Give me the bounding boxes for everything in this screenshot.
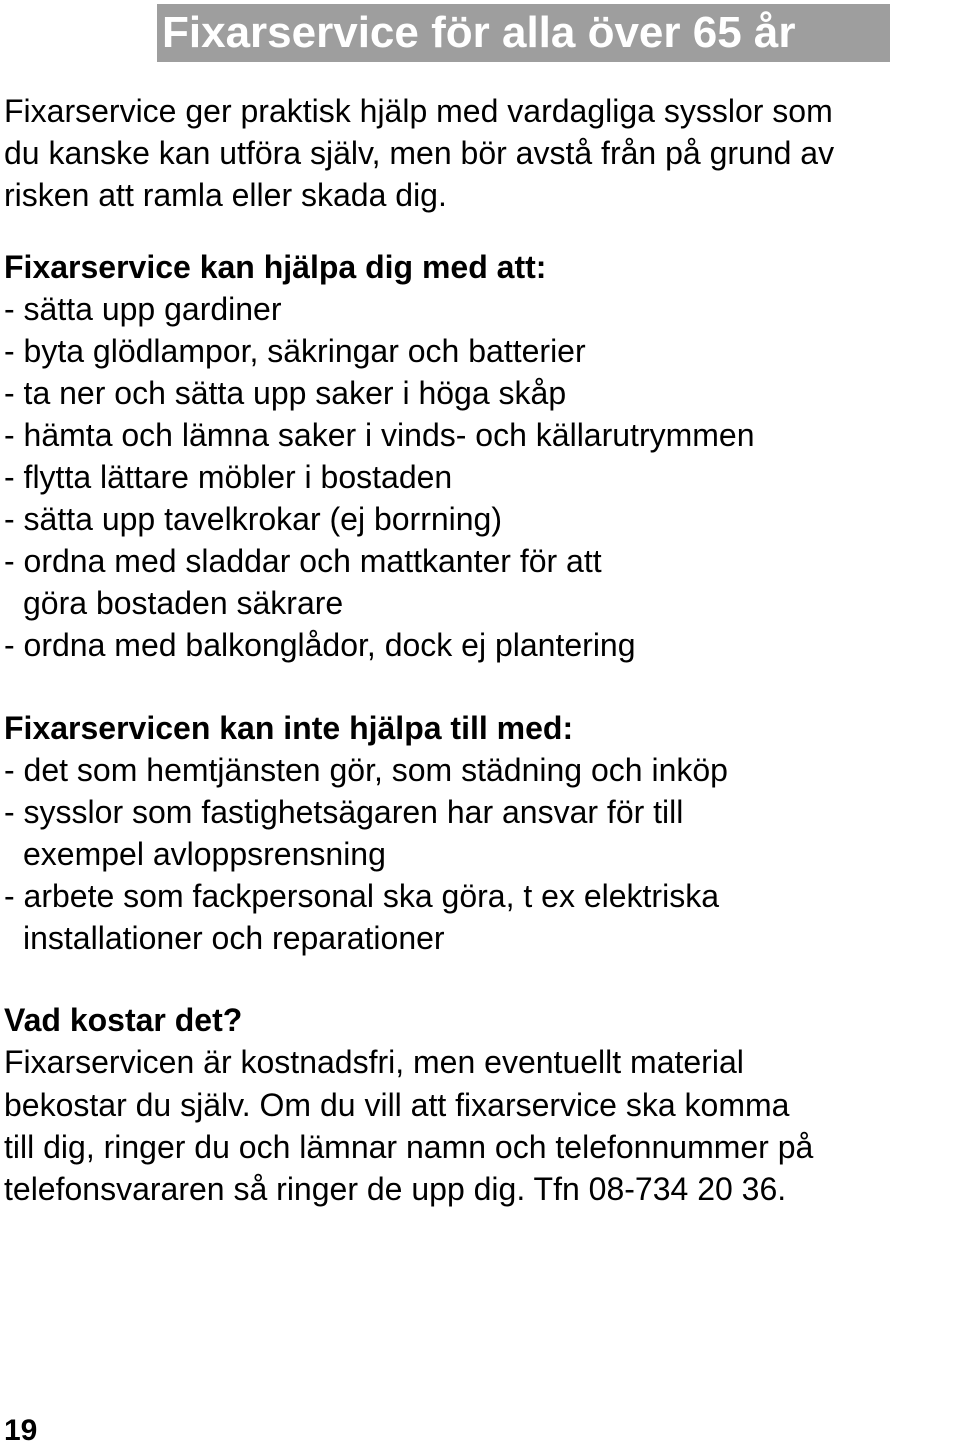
can-help-item: - sätta upp tavelkrokar (ej borrning) [4,501,502,537]
cannot-help-item: - sysslor som fastighetsägaren har ansvar för till [4,794,684,830]
cost-line-2: bekostar du själv. Om du vill att fixarservice ska komma [4,1087,790,1123]
can-help-heading: Fixarservice kan hjälpa dig med att: [4,249,547,285]
cannot-help-item-continuation: exempel avloppsrensning [23,836,386,872]
page-title: Fixarservice för alla över 65 år [162,8,796,57]
cost-line-4: telefonsvararen så ringer de upp dig. Tfn 08-734 20 36. [4,1171,787,1207]
can-help-item: - sätta upp gardiner [4,291,282,327]
cannot-help-heading: Fixarservicen kan inte hjälpa till med: [4,710,574,746]
can-help-item: - flytta lättare möbler i bostaden [4,459,453,495]
can-help-item: - ta ner och sätta upp saker i höga skåp [4,375,567,411]
page-number: 19 [4,1414,38,1447]
can-help-item: - ordna med sladdar och mattkanter för att [4,543,602,579]
intro-line-3: risken att ramla eller skada dig. [4,177,447,213]
cost-heading: Vad kostar det? [4,1002,243,1038]
cost-line-3: till dig, ringer du och lämnar namn och telefonnummer på [4,1129,814,1165]
cost-line-1: Fixarservicen är kostnadsfri, men eventuellt material [4,1044,744,1080]
can-help-item: - byta glödlampor, säkringar och batterier [4,333,586,369]
can-help-item-continuation: göra bostaden säkrare [23,585,344,621]
cannot-help-item: - det som hemtjänsten gör, som städning och inköp [4,752,728,788]
can-help-item: - hämta och lämna saker i vinds- och källarutrymmen [4,417,755,453]
intro-line-2: du kanske kan utföra själv, men bör avstå från på grund av [4,135,835,171]
title-banner [157,4,890,62]
intro-line-1: Fixarservice ger praktisk hjälp med vardagliga sysslor som [4,93,833,129]
cannot-help-item: - arbete som fackpersonal ska göra, t ex elektriska [4,878,719,914]
can-help-item: - ordna med balkonglådor, dock ej plantering [4,627,636,663]
cannot-help-item-continuation: installationer och reparationer [23,920,445,956]
